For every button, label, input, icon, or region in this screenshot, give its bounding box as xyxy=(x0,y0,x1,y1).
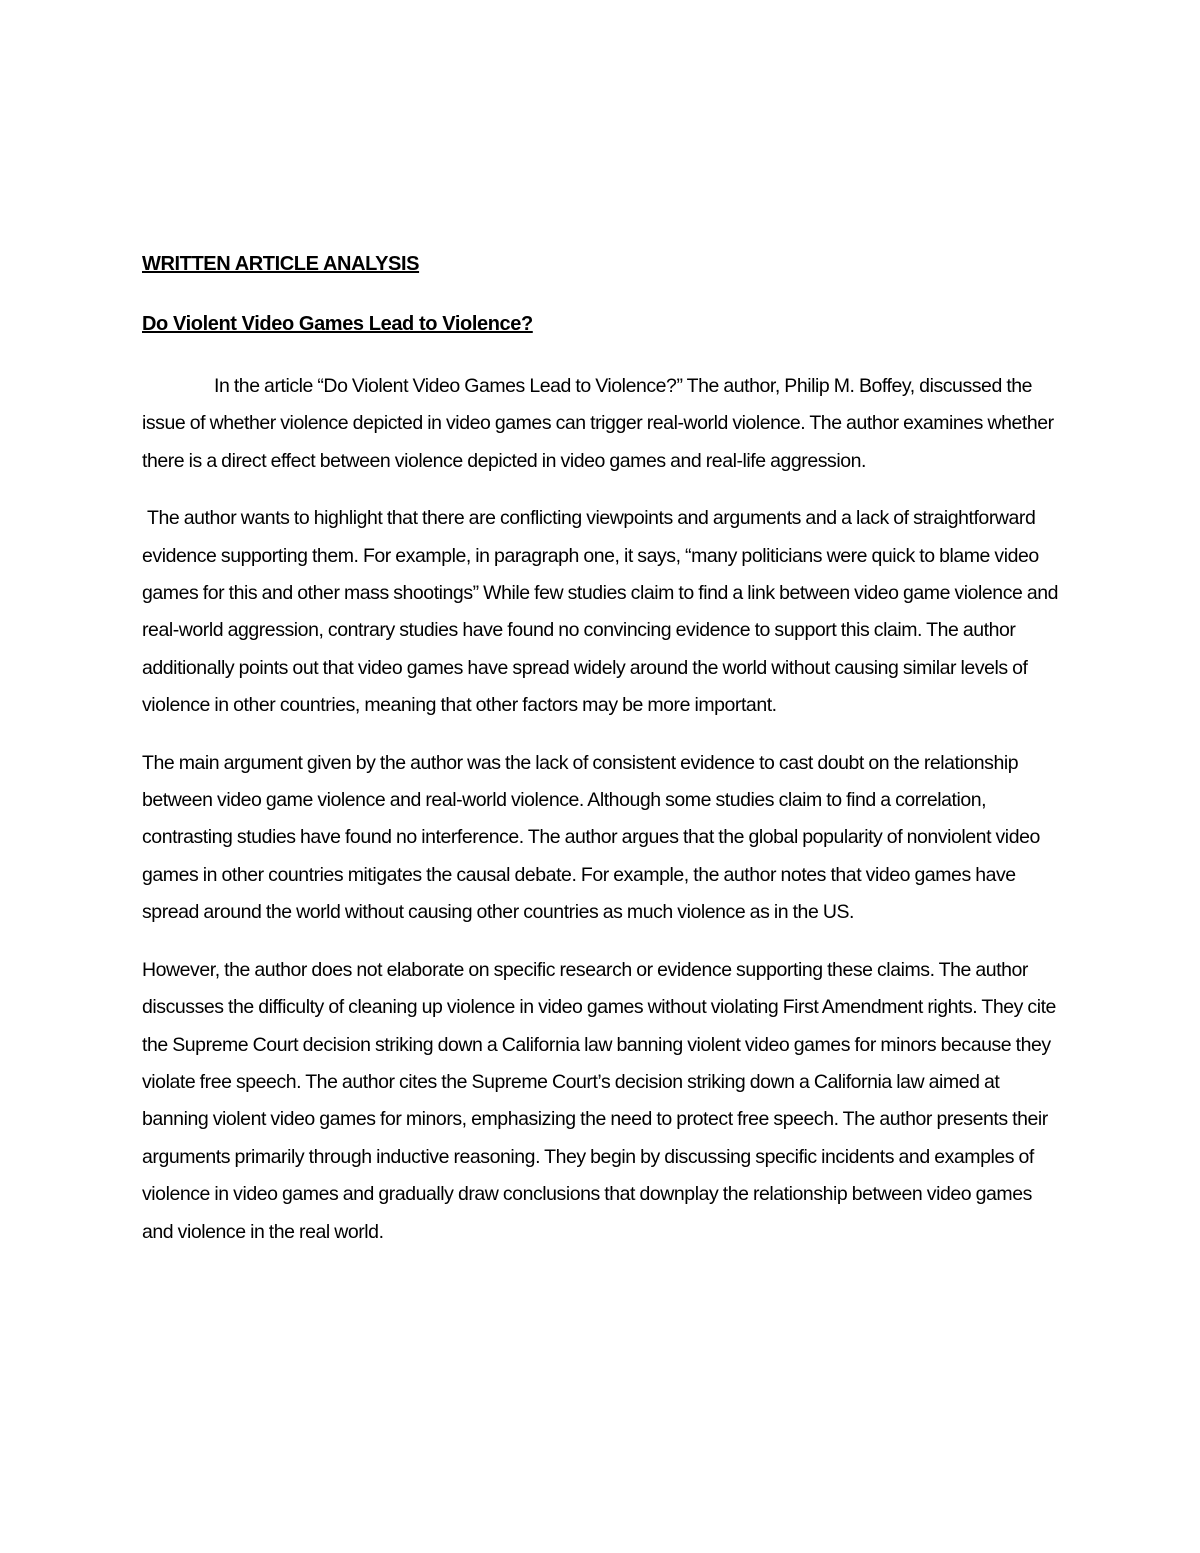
article-title: Do Violent Video Games Lead to Violence? xyxy=(142,313,533,335)
paragraph-viewpoints: The author wants to highlight that there are conflicting viewpoints and arguments and a lack of straightforward evidence supporting them. For example, in paragraph one, it says, “many politicians were quick to blame video games for this and other mass shootings” While few studies claim to find a link between video game violence and real-world aggression, contrary studies have found no convincing evidence to support this claim. The author additionally points out that video games have spread widely around the world without causing similar levels of violence in other countries, meaning that other factors may be more important. xyxy=(142,507,1059,717)
paragraph-main-argument: The main argument given by the author was the lack of consistent evidence to cast doubt on the relationship between video game violence and real-world violence. Although some studies claim to find a correlation, contrasting studies have found no interference. The author argues that the global popularity of nonviolent video games in other countries mitigates the causal debate. For example, the author notes that video games have spread around the world without causing other countries as much violence as in the US. xyxy=(142,751,1040,924)
paragraph-intro: In the article “Do Violent Video Games Lead to Violence?” The author, Philip M. Boffey, discussed the issue of whether violence depicted in video games can trigger real-world violence. The author examines whether there is a direct effect between violence depicted in video games and real-life aggression. xyxy=(142,375,1054,472)
document-body xyxy=(142,250,1067,1251)
paragraph-critique: However, the author does not elaborate on specific research or evidence supporting these claims. The author discusses the difficulty of cleaning up violence in video games without violating First Amendment rights. They cite the Supreme Court decision striking down a California law banning violent video games for minors because they violate free speech. The author cites the Supreme Court’s decision striking down a California law aimed at banning violent video games for minors, emphasizing the need to protect free speech. The author presents their arguments primarily through inductive reasoning. They begin by discussing specific incidents and examples of violence in video games and gradually draw conclusions that downplay the relationship between video games and violence in the real world. xyxy=(142,958,1056,1243)
document-title: WRITTEN ARTICLE ANALYSIS xyxy=(142,253,420,275)
